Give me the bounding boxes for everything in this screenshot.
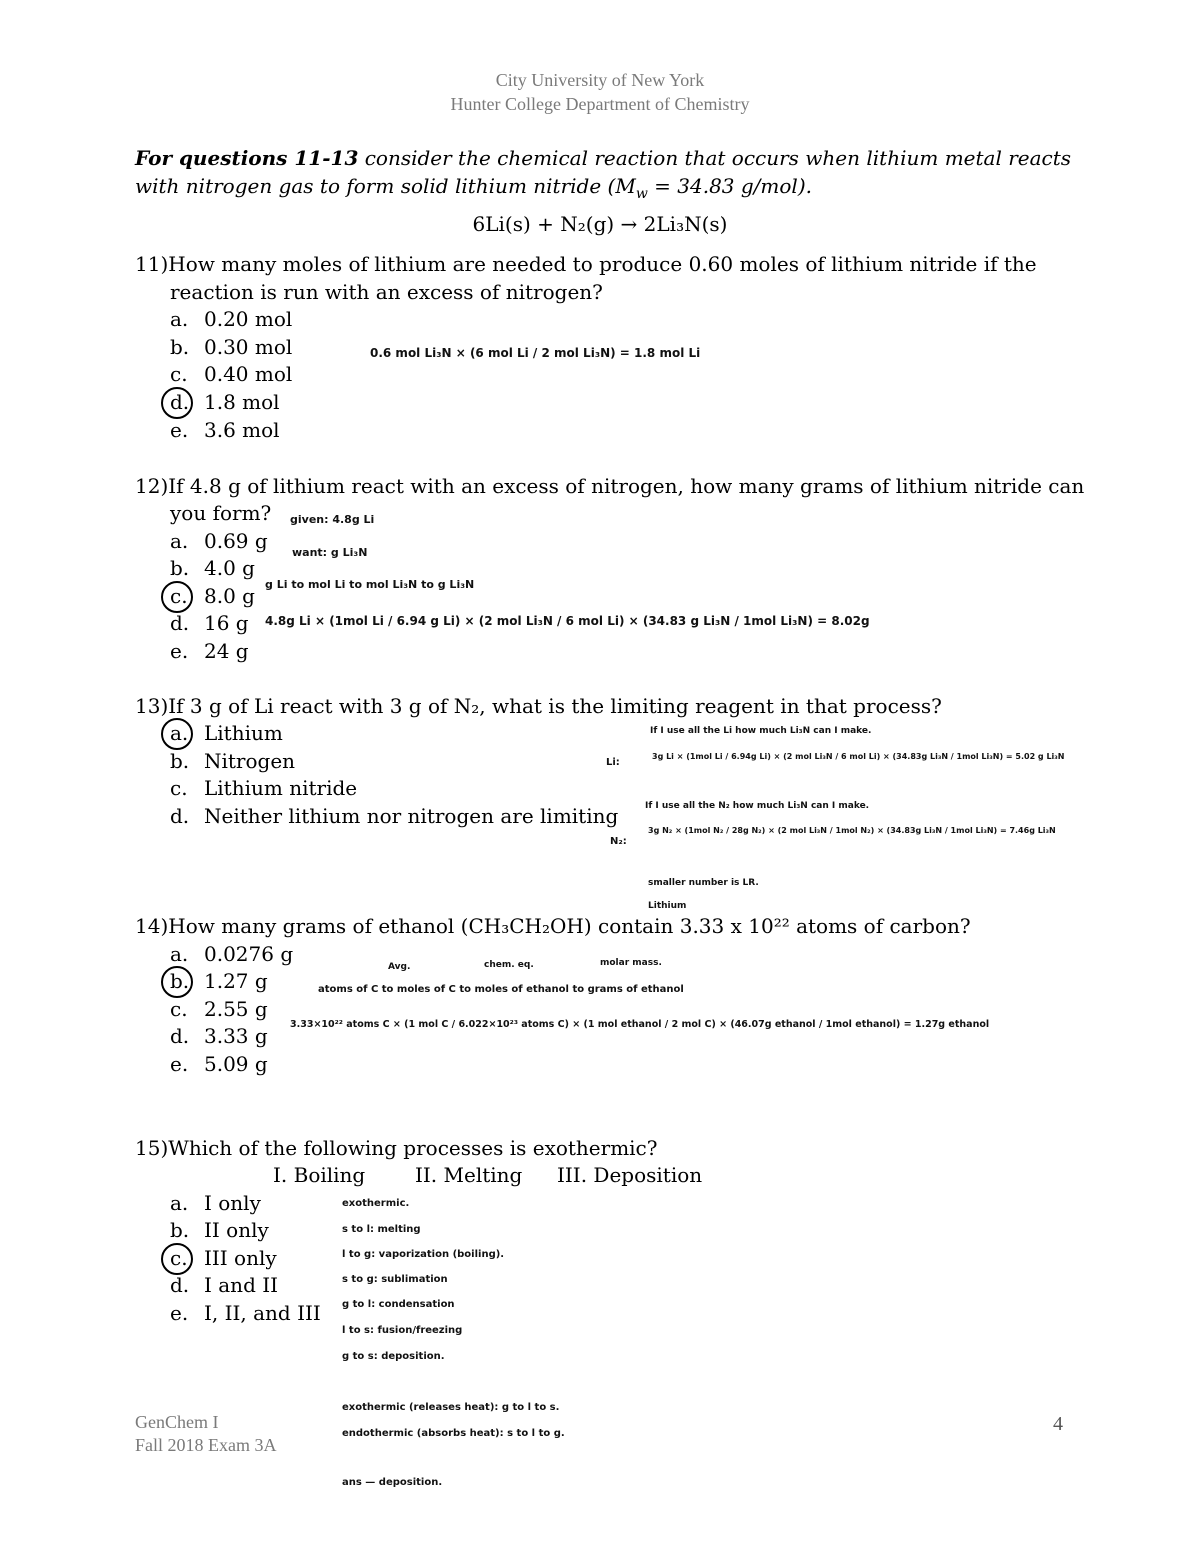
option-12a: a. 0.69 g — [170, 529, 268, 553]
handwritten-answer-lithium: Lithium — [648, 901, 687, 911]
option-12e: e. 24 g — [170, 639, 249, 663]
option-15a: a. I only — [170, 1191, 261, 1215]
option-13a: a. Lithium — [170, 721, 283, 745]
handwritten-calc-li: 3g Li × (1mol Li / 6.94g Li) × (2 mol Li₃N / 6 mol Li) × (34.83g Li₃N / 1mol Li₃N) = 5.02 g Li₃N — [652, 752, 1065, 761]
option-15d: d. I and II — [170, 1273, 279, 1297]
intro-mw-sub: w — [635, 186, 648, 202]
question-text: How many moles of lithium are needed to produce 0.60 moles of lithium nitride if the — [168, 252, 1037, 276]
intro-text1: consider the chemical reaction that occurs when lithium metal reacts — [358, 146, 1072, 170]
header-department: Hunter College Department of Chemistry — [450, 94, 750, 114]
answer-circle — [161, 966, 193, 998]
header-university: City University of New York — [495, 70, 705, 90]
handwritten-15-5: g to l: condensation — [342, 1299, 455, 1310]
handwritten-15-9: endothermic (absorbs heat): s to l to g. — [342, 1428, 565, 1439]
handwritten-15-3: l to g: vaporization (boiling). — [342, 1249, 505, 1260]
question-number: 13) — [135, 694, 169, 718]
handwritten-label-n2: N₂: — [610, 836, 627, 847]
handwritten-note-li: If I use all the Li how much Li₃N can I make. — [650, 726, 872, 736]
question-text: How many grams of ethanol (CH₃CH₂OH) contain 3.33 x 10²² atoms of carbon? — [168, 914, 971, 938]
answer-circle — [161, 718, 193, 750]
option-14a: a. 0.0276 g — [170, 942, 294, 966]
question-12-line2: you form? — [170, 501, 272, 525]
handwritten-work-11: 0.6 mol Li₃N × (6 mol Li / 2 mol Li₃N) = 1.8 mol Li — [370, 346, 701, 360]
option-14e: e. 5.09 g — [170, 1052, 268, 1076]
option-15b: b. II only — [170, 1218, 269, 1242]
option-12b: b. 4.0 g — [170, 556, 255, 580]
handwritten-label-li: Li: — [606, 757, 620, 768]
question-number: 14) — [135, 914, 169, 938]
handwritten-path: g Li to mol Li to mol Li₃N to g Li₃N — [265, 578, 475, 591]
option-15c: c. III only — [170, 1246, 277, 1270]
answer-circle — [161, 387, 193, 419]
handwritten-want: want: g Li₃N — [292, 546, 368, 559]
question-text: If 3 g of Li react with 3 g of N₂, what is the limiting reagent in that process? — [168, 694, 942, 718]
statement-2: II. Melting — [415, 1163, 523, 1187]
handwritten-15-1: exothermic. — [342, 1198, 410, 1209]
footer-course: GenChem I — [135, 1412, 219, 1432]
statement-1: I. Boiling — [273, 1163, 366, 1187]
question-number: 11) — [135, 252, 169, 276]
handwritten-calc-12: 4.8g Li × (1mol Li / 6.94 g Li) × (2 mol Li₃N / 6 mol Li) × (34.83 g Li₃N / 1mol Li₃N) = 8.02g — [265, 614, 870, 628]
handwritten-15-2: s to l: melting — [342, 1224, 421, 1235]
option-11b: b. 0.30 mol — [170, 335, 293, 359]
answer-circle — [161, 581, 193, 613]
question-number: 15) — [135, 1136, 169, 1160]
handwritten-conclusion: smaller number is LR. — [648, 878, 759, 888]
handwritten-15-7: g to s: deposition. — [342, 1351, 445, 1362]
option-13c: c. Lithium nitride — [170, 776, 358, 800]
handwritten-path-14: atoms of C to moles of C to moles of ethanol to grams of ethanol — [318, 984, 684, 995]
intro-text2: with nitrogen gas to form solid lithium nitride (M — [135, 174, 636, 198]
handwritten-molar-mass: molar mass. — [600, 958, 662, 968]
handwritten-note-n2: If I use all the N₂ how much Li₃N can I make. — [645, 801, 870, 811]
option-12c: c. 8.0 g — [170, 584, 255, 608]
option-11d: d. 1.8 mol — [170, 390, 280, 414]
question-14 — [135, 914, 971, 938]
intro-line1 — [135, 144, 1071, 172]
intro-lead: For questions 11-13 — [135, 146, 359, 170]
option-12d: d. 16 g — [170, 611, 249, 635]
option-14d: d. 3.33 g — [170, 1024, 268, 1048]
option-11a: a. 0.20 mol — [170, 307, 293, 331]
question-15 — [135, 1136, 657, 1160]
question-text: If 4.8 g of lithium react with an excess of nitrogen, how many grams of lithium nitride can — [168, 474, 1085, 498]
handwritten-15-10: ans — deposition. — [342, 1477, 443, 1488]
question-11-line2: reaction is run with an excess of nitrogen? — [170, 280, 603, 304]
question-text: Which of the following processes is exothermic? — [168, 1136, 658, 1160]
option-14c: c. 2.55 g — [170, 997, 268, 1021]
question-12 — [135, 474, 1084, 498]
handwritten-15-4: s to g: sublimation — [342, 1274, 448, 1285]
intro-mw-value: = 34.83 g/mol). — [647, 174, 812, 198]
question-11 — [135, 252, 1037, 276]
reaction-equation: 6Li(s) + N₂(g) → 2Li₃N(s) — [472, 212, 728, 236]
handwritten-15-8: exothermic (releases heat): g to l to s. — [342, 1402, 560, 1413]
option-11c: c. 0.40 mol — [170, 362, 293, 386]
option-13b: b. Nitrogen — [170, 749, 296, 773]
option-13d: d. Neither lithium nor nitrogen are limiting — [170, 804, 619, 828]
statement-3: III. Deposition — [557, 1163, 703, 1187]
question-number: 12) — [135, 474, 169, 498]
footer-exam: Fall 2018 Exam 3A — [135, 1435, 277, 1455]
handwritten-calc-n2: 3g N₂ × (1mol N₂ / 28g N₂) × (2 mol Li₃N / 1mol N₂) × (34.83g Li₃N / 1mol Li₃N) = 7.46g Li₃N — [648, 826, 1056, 835]
option-11e: e. 3.6 mol — [170, 418, 280, 442]
handwritten-calc-14: 3.33×10²² atoms C × (1 mol C / 6.022×10²³ atoms C) × (1 mol ethanol / 2 mol C) × (46.07g ethanol / 1mol ethanol) = 1.27g ethanol — [290, 1019, 990, 1030]
option-14b: b. 1.27 g — [170, 969, 268, 993]
answer-circle — [161, 1243, 193, 1275]
handwritten-15-6: l to s: fusion/freezing — [342, 1325, 463, 1336]
page-number: 4 — [1053, 1413, 1063, 1435]
handwritten-chem-eq: chem. eq. — [484, 960, 534, 970]
intro-line2 — [135, 172, 812, 208]
handwritten-avg: Avg. — [388, 962, 411, 972]
option-15e: e. I, II, and III — [170, 1301, 321, 1325]
handwritten-given: given: 4.8g Li — [290, 513, 375, 526]
question-13 — [135, 694, 942, 718]
